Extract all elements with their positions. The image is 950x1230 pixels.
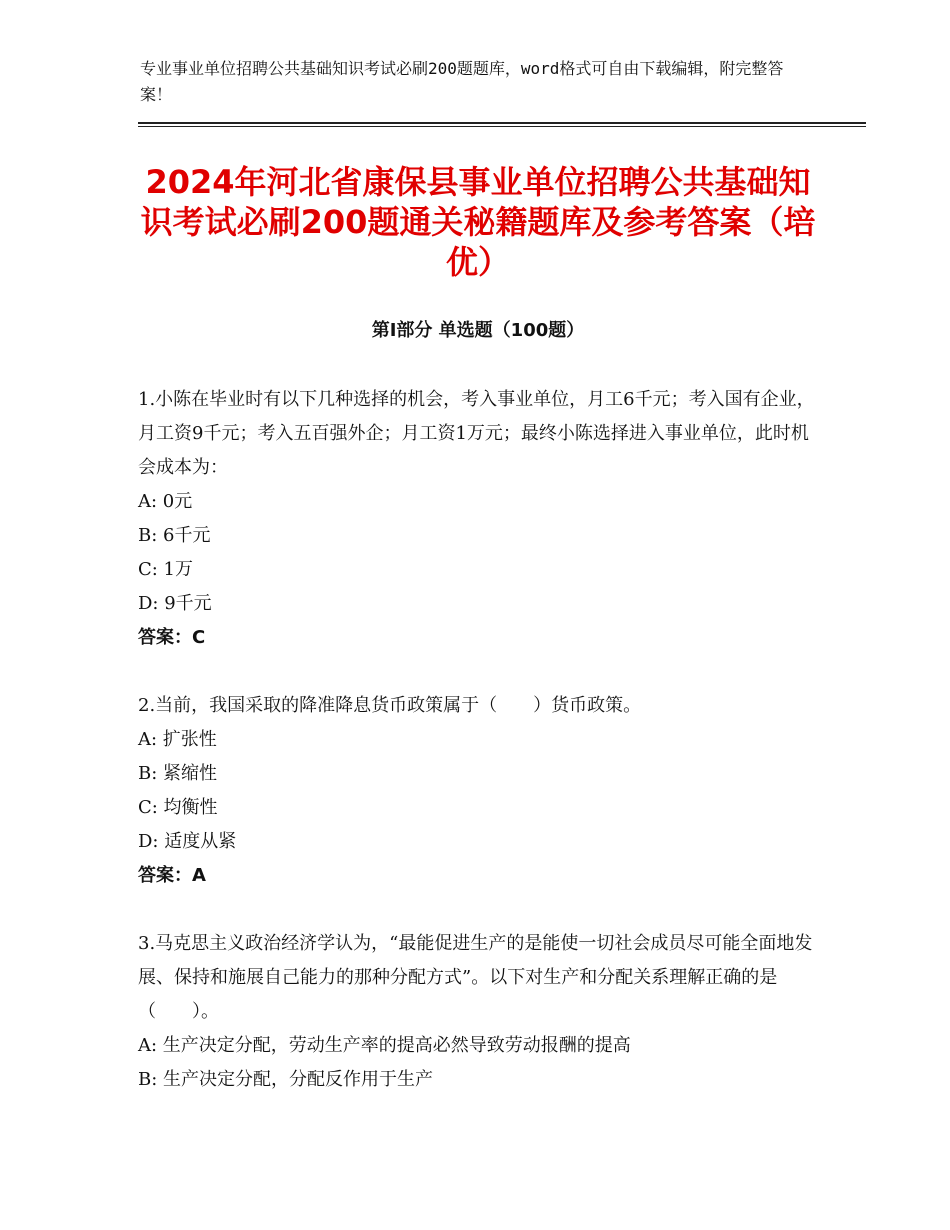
option-b: B: 6千元 [138, 525, 211, 546]
question-3 [138, 927, 818, 1097]
question-stem: 3.马克思主义政治经济学认为，“最能促进生产的是能使一切社会成员尽可能全面地发展、保持和施展自己能力的那种分配方式”。以下对生产和分配关系理解正确的是（ ）。 [138, 933, 813, 1022]
option-a: A: 生产决定分配，劳动生产率的提高必然导致劳动报酬的提高 [138, 1035, 631, 1056]
option-c: C: 均衡性 [138, 797, 218, 818]
option-b: B: 紧缩性 [138, 763, 218, 784]
question-stem: 2.当前，我国采取的降准降息货币政策属于（ ）货币政策。 [138, 695, 642, 716]
question-2 [138, 689, 818, 893]
option-d: D: 适度从紧 [138, 831, 237, 852]
option-b: B: 生产决定分配，分配反作用于生产 [138, 1069, 434, 1090]
answer-line: 答案：C [138, 627, 206, 648]
option-d: D: 9千元 [138, 593, 212, 614]
question-stem: 1.小陈在毕业时有以下几种选择的机会，考入事业单位，月工6千元；考入国有企业，月工资9千元；考入五百强外企；月工资1万元；最终小陈选择进入事业单位，此时机会成本为： [138, 389, 815, 478]
header-note: 专业事业单位招聘公共基础知识考试必刷200题题库，word格式可自由下载编辑，附完整答案！ [140, 59, 784, 104]
document-title: 2024年河北省康保县事业单位招聘公共基础知识考试必刷200题通关秘籍题库及参考答案（培优） [140, 163, 816, 281]
header-divider [138, 122, 866, 127]
question-list [138, 383, 818, 1131]
option-a: A: 0元 [138, 491, 193, 512]
option-a: A: 扩张性 [138, 729, 217, 750]
question-1 [138, 383, 818, 655]
section-heading: 第Ⅰ部分 单选题（100题） [371, 320, 585, 341]
answer-line: 答案：A [138, 865, 206, 886]
option-c: C: 1万 [138, 559, 194, 580]
